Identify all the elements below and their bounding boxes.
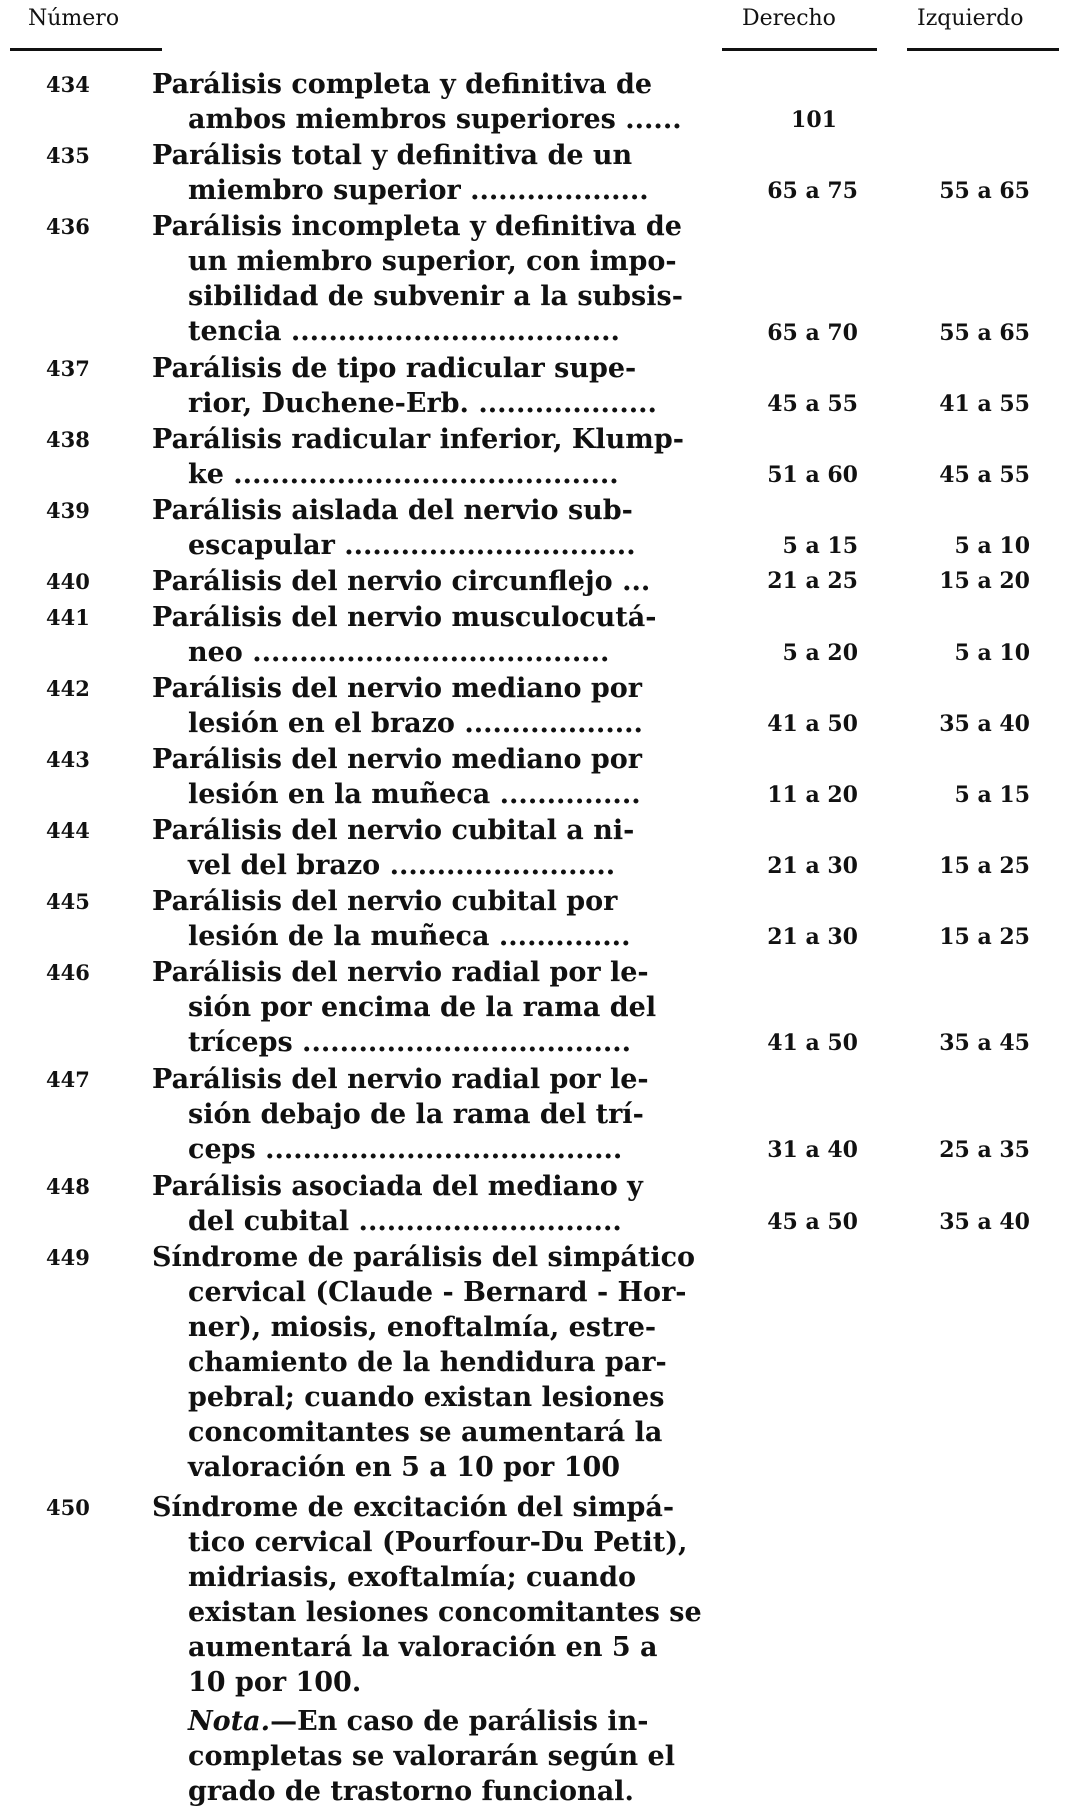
izquierdo-value: 25 a 35 [939, 1137, 1030, 1164]
header-numero-rule [10, 48, 162, 51]
row-number: 434 [46, 72, 90, 97]
description-line: cervical (Claude - Bernard - Hor- [188, 1277, 687, 1308]
description-line: Parálisis del nervio mediano por [152, 744, 642, 775]
description-line: sión por encima de la rama del [188, 992, 657, 1023]
row-number: 442 [46, 676, 90, 701]
derecho-value: 41 a 50 [767, 1030, 858, 1057]
derecho-value: 31 a 40 [767, 1137, 858, 1164]
row-description [152, 742, 720, 812]
row-number: 449 [46, 1245, 90, 1270]
row-description [152, 884, 720, 954]
description-line: tencia ................................... [188, 316, 620, 347]
derecho-value: 11 a 20 [767, 781, 858, 808]
description-line: ambos miembros superiores ...... [188, 104, 682, 135]
row-description [152, 813, 720, 883]
description-line: Parálisis incompleta y definitiva de [152, 211, 682, 242]
izquierdo-value: 55 a 65 [939, 177, 1030, 204]
row-description [152, 564, 720, 599]
description-line: sibilidad de subvenir a la subsis- [188, 281, 683, 312]
row-number: 446 [46, 960, 90, 985]
row-number: 435 [46, 143, 90, 168]
row-description [152, 1240, 720, 1485]
derecho-value: 21 a 30 [767, 923, 858, 950]
row-number: 445 [46, 889, 90, 914]
row-description [152, 955, 720, 1060]
nota-line-2: completas se valorarán según el [188, 1741, 675, 1772]
description-line: aumentará la valoración en 5 a [188, 1632, 658, 1663]
izquierdo-value: 5 a 10 [954, 532, 1030, 559]
row-number: 444 [46, 818, 90, 843]
row-description [152, 1062, 720, 1167]
row-description [152, 493, 720, 563]
description-line: Parálisis del nervio mediano por [152, 673, 642, 704]
description-line: escapular ............................... [188, 530, 636, 561]
description-line: Parálisis del nervio radial por le- [152, 957, 649, 988]
description-line: Parálisis de tipo radicular supe- [152, 353, 637, 384]
row-description [152, 671, 720, 741]
description-line: Síndrome de excitación del simpá- [152, 1492, 675, 1523]
description-line: Parálisis total y definitiva de un [152, 140, 633, 171]
derecho-value: 65 a 75 [767, 177, 858, 204]
row-description [152, 600, 720, 670]
description-line: Parálisis del nervio musculocutá- [152, 602, 657, 633]
description-line: ke ......................................... [188, 459, 619, 490]
description-line: chamiento de la hendidura par- [188, 1347, 667, 1378]
description-line: existan lesiones concomitantes se [188, 1597, 702, 1628]
header-derecho: Derecho [742, 6, 836, 31]
izquierdo-value: 35 a 40 [939, 1208, 1030, 1235]
description-line: sión debajo de la rama del trí- [188, 1099, 644, 1130]
nota-line-1: —En caso de parálisis in- [270, 1706, 649, 1737]
derecho-value: 5 a 15 [782, 532, 858, 559]
description-line: del cubital ............................ [188, 1206, 622, 1237]
description-line: ner), miosis, enoftalmía, estre- [188, 1312, 657, 1343]
row-number: 443 [46, 747, 90, 772]
row-description [152, 209, 720, 349]
derecho-value: 5 a 20 [782, 639, 858, 666]
row-number: 450 [46, 1495, 90, 1520]
header-derecho-rule [722, 48, 877, 51]
derecho-value: 41 a 50 [767, 710, 858, 737]
description-line: Síndrome de parálisis del simpático [152, 1242, 696, 1273]
description-line: lesión en el brazo ................... [188, 708, 643, 739]
description-line: Parálisis asociada del mediano y [152, 1171, 643, 1202]
row-description [152, 1490, 720, 1700]
derecho-value: 45 a 50 [767, 1208, 858, 1235]
row-description [152, 351, 720, 421]
description-line: Parálisis aislada del nervio sub- [152, 495, 633, 526]
izquierdo-value: 15 a 20 [939, 568, 1030, 594]
description-line: concomitantes se aumentará la [188, 1417, 663, 1448]
derecho-value: 21 a 25 [767, 568, 858, 594]
izquierdo-value: 41 a 55 [939, 390, 1030, 417]
description-line: Parálisis del nervio radial por le- [152, 1064, 649, 1095]
derecho-value: 65 a 70 [767, 319, 858, 346]
row-description [152, 67, 720, 137]
derecho-value: 51 a 60 [767, 461, 858, 488]
izquierdo-value: 15 a 25 [939, 923, 1030, 950]
description-line: neo ...................................... [188, 637, 610, 668]
row-number: 436 [46, 214, 90, 239]
description-line: lesión en la muñeca ............... [188, 779, 641, 810]
combined-value: 101 [791, 106, 837, 133]
row-number: 438 [46, 427, 90, 452]
header-numero: Número [28, 6, 120, 31]
row-description [152, 1169, 720, 1239]
nota-label: Nota. [188, 1706, 271, 1737]
row-number: 437 [46, 356, 90, 381]
row-number: 440 [46, 569, 90, 594]
derecho-value: 21 a 30 [767, 852, 858, 879]
description-line: Parálisis del nervio circunflejo ... [152, 566, 651, 597]
izquierdo-value: 35 a 40 [939, 710, 1030, 737]
description-line: un miembro superior, con impo- [188, 246, 677, 277]
description-line: 10 por 100. [188, 1667, 362, 1698]
nota-line-3: grado de trastorno funcional. [188, 1776, 634, 1807]
izquierdo-value: 55 a 65 [939, 319, 1030, 346]
nota-paragraph [188, 1704, 720, 1809]
row-number: 448 [46, 1174, 90, 1199]
row-number: 441 [46, 605, 90, 630]
derecho-value: 45 a 55 [767, 390, 858, 417]
row-description [152, 422, 720, 492]
row-number: 439 [46, 498, 90, 523]
description-line: valoración en 5 a 10 por 100 [188, 1452, 621, 1483]
description-line: tríceps ................................... [188, 1027, 632, 1058]
description-line: rior, Duchene-Erb. ................... [188, 388, 657, 419]
izquierdo-value: 5 a 15 [954, 781, 1030, 808]
header-izquierdo-rule [907, 48, 1059, 51]
description-line: ceps ...................................... [188, 1134, 623, 1165]
description-line: lesión de la muñeca .............. [188, 921, 631, 952]
izquierdo-value: 5 a 10 [954, 639, 1030, 666]
description-line: tico cervical (Pourfour-Du Petit), [188, 1527, 688, 1558]
description-line: midriasis, exoftalmía; cuando [188, 1562, 637, 1593]
description-line: pebral; cuando existan lesiones [188, 1382, 665, 1413]
description-line: Parálisis del nervio cubital a ni- [152, 815, 635, 846]
description-line: miembro superior ................... [188, 175, 649, 206]
izquierdo-value: 35 a 45 [939, 1030, 1030, 1057]
izquierdo-value: 45 a 55 [939, 461, 1030, 488]
description-line: Parálisis del nervio cubital por [152, 886, 618, 917]
row-number: 447 [46, 1067, 90, 1092]
header-izquierdo: Izquierdo [917, 6, 1024, 31]
description-line: Parálisis radicular inferior, Klump- [152, 424, 684, 455]
izquierdo-value: 15 a 25 [939, 852, 1030, 879]
description-line: vel del brazo ........................ [188, 850, 616, 881]
description-line: Parálisis completa y definitiva de [152, 69, 653, 100]
row-description [152, 138, 720, 208]
